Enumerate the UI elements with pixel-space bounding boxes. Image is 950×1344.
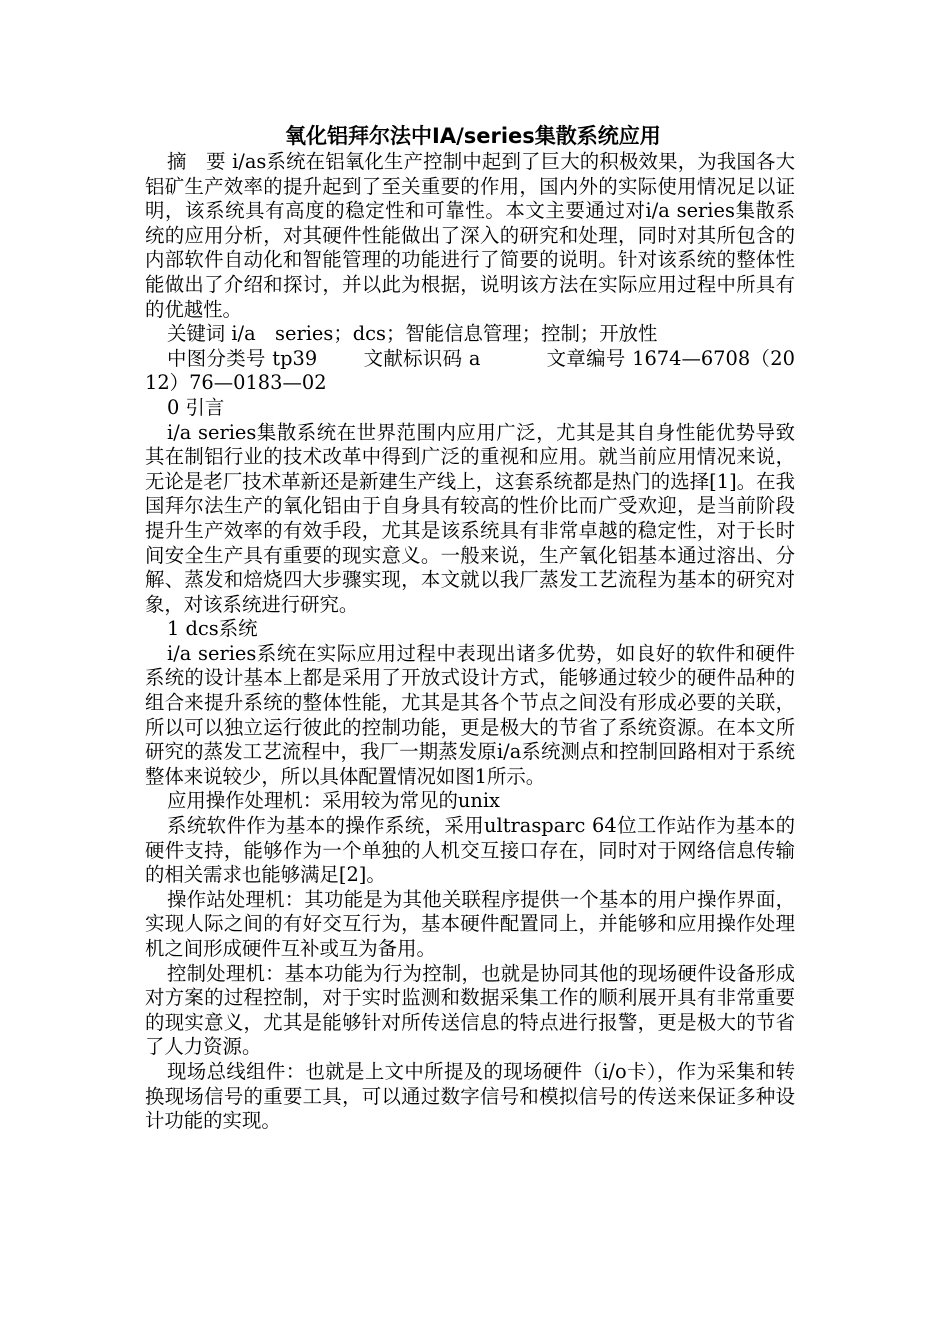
keywords-line: 关键词 i/a series；dcs；智能信息管理；控制；开放性 [167,322,658,346]
dcs-paragraph-operator-station: 操作站处理机：其功能是为其他关联程序提供一个基本的用户操作界面，实现人际之间的有好交互行为，基本硬件配置同上，并能够和应用操作处理机之间形成硬件互补或互为备用。 [145,887,795,960]
dcs-paragraph-control-processor: 控制处理机：基本功能为行为控制，也就是协同其他的现场硬件设备形成对方案的过程控制，对于实时监测和数据采集工作的顺利展开具有非常重要的现实意义，尤其是能够针对所传送信息的特点进行报警，更是极大的节省了人力资源。 [145,961,795,1059]
introduction-paragraph: i/a series集散系统在世界范围内应用广泛，尤其是其自身性能优势导致其在制铝行业的技术改革中得到广泛的重视和应用。就当前应用情况来说，无论是老厂技术革新还是新建生产线上，这套系统都是热门的选择[1]。在我国拜尔法生产的氧化铝由于自身具有较高的性价比而广受欢迎，是当前阶段提升生产效率的有效手段，尤其是该系统具有非常卓越的稳定性，对于长时间安全生产具有重要的现实意义。一般来说，生产氧化铝基本通过溶出、分解、蒸发和焙烧四大步骤实现，本文就以我厂蒸发工艺流程为基本的研究对象，对该系统进行研究。 [145,420,795,616]
abstract-paragraph: 摘 要 i/as系统在铝氧化生产控制中起到了巨大的积极效果，为我国各大铝矿生产效率的提升起到了至关重要的作用，国内外的实际使用情况足以证明，该系统具有高度的稳定性和可靠性。本文主要通过对i/a series集散系统的应用分析，对其硬件性能做出了深入的研究和处理，同时对其所包含的内部软件自动化和智能管理的功能进行了简要的说明。针对该系统的整体性能做出了介绍和探讨，并以此为根据，说明该方法在实际应用过程中所具有的优越性。 [145,150,795,321]
classification-line: 中图分类号 tp39 文献标识码 a 文章编号 1674—6708（2012）76—0183—02 [145,346,795,395]
section-heading-dcs: 1 dcs系统 [167,617,258,641]
document-body [145,122,795,1134]
document-title: 氧化铝拜尔法中IA/series集散系统应用 [285,124,661,148]
dcs-paragraph-application-processor: 应用操作处理机：采用较为常见的unix [167,789,500,813]
section-heading-introduction: 0 引言 [167,395,225,419]
dcs-paragraph-overview: i/a series系统在实际应用过程中表现出诸多优势，如良好的软件和硬件系统的设计基本上都是采用了开放式设计方式，能够通过较少的硬件品种的组合来提升系统的整体性能，尤其是其各个节点之间没有形成必要的关联，所以可以独立运行彼此的控制功能，更是极大的节省了系统资源。在本文所研究的蒸发工艺流程中，我厂一期蒸发原i/a系统测点和控制回路相对于系统整体来说较少，所以具体配置情况如图1所示。 [145,641,795,788]
dcs-paragraph-system-software: 系统软件作为基本的操作系统，采用ultrasparc 64位工作站作为基本的硬件支持，能够作为一个单独的人机交互接口存在，同时对于网络信息传输的相关需求也能够满足[2]。 [145,814,795,887]
dcs-paragraph-fieldbus: 现场总线组件：也就是上文中所提及的现场硬件（i/o卡），作为采集和转换现场信号的重要工具，可以通过数字信号和模拟信号的传送来保证多种设计功能的实现。 [145,1059,795,1133]
